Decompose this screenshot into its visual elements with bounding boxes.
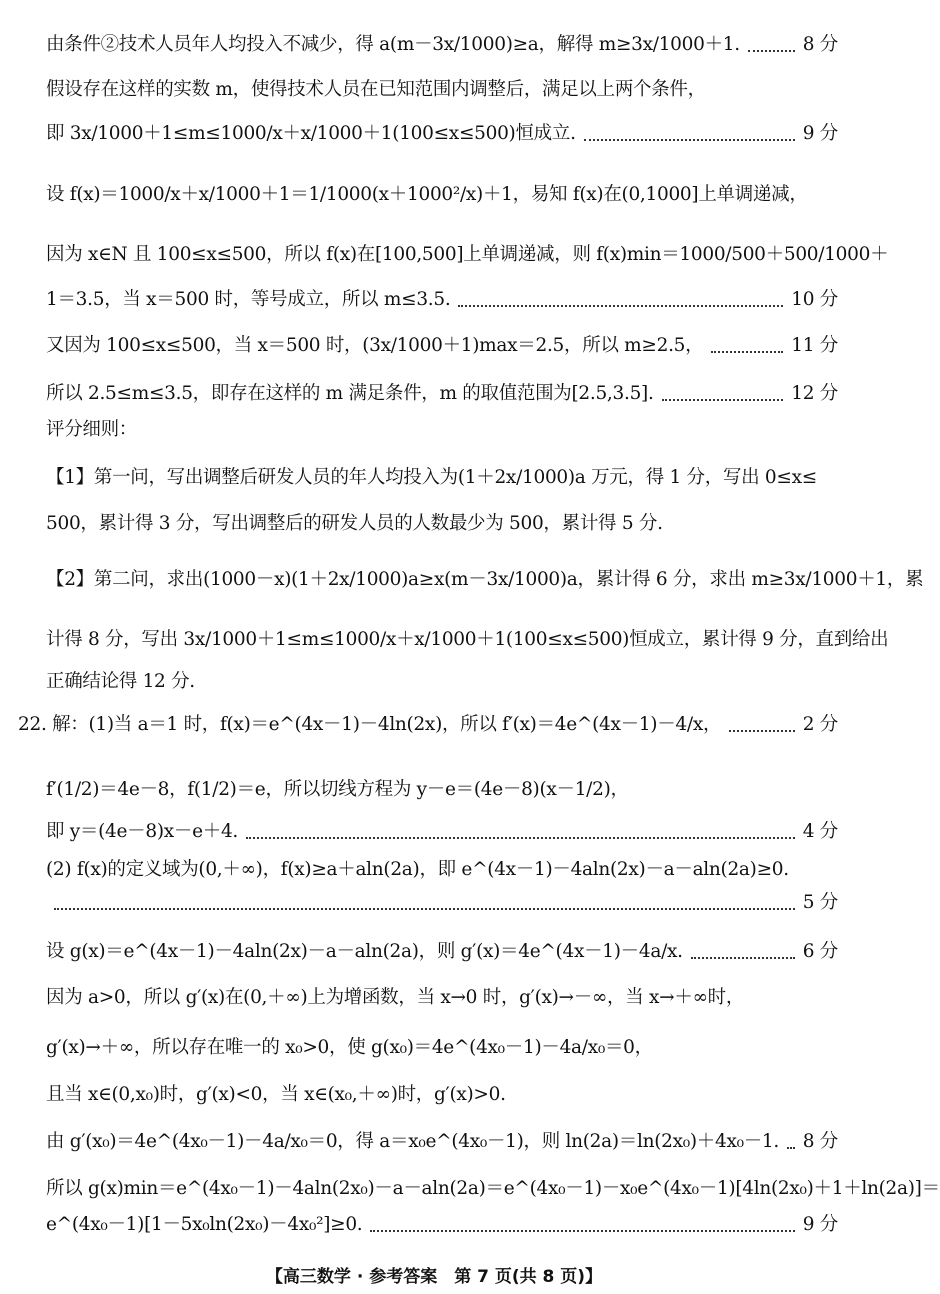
line-text: 正确结论得 12 分.	[46, 671, 195, 692]
line-text: 评分细则：	[46, 419, 138, 440]
score-label: 11 分	[791, 335, 838, 356]
text-line-6	[46, 288, 838, 312]
page-footer: 【高三数学 · 参考答案 第 7 页(共 8 页)】	[265, 1267, 603, 1287]
text-line-2	[46, 78, 838, 102]
line-text: g′(x)→＋∞，所以存在唯一的 x₀>0，使 g(x₀)＝4e^(4x₀－1)－4a/x₀＝0，	[46, 1037, 653, 1058]
text-line-10	[46, 466, 838, 490]
leader-dots	[246, 837, 795, 839]
line-text: 假设存在这样的实数 m，使得技术人员在已知范围内调整后，满足以上两个条件，	[46, 79, 706, 100]
leader-dots	[54, 908, 795, 910]
text-line-4	[46, 183, 838, 207]
score-label: 5 分	[802, 892, 838, 913]
line-text: 计得 8 分，写出 3x/1000＋1≤m≤1000/x＋x/1000＋1(100≤x≤500)恒成立，累计得 9 分，直到给出	[46, 629, 889, 650]
line-text: 【1】第一问，写出调整后研发人员的年人均投入为(1＋2x/1000)a 万元，得 1 分，写出 0≤x≤	[46, 467, 817, 488]
text-line-25	[46, 1177, 940, 1201]
score-label: 10 分	[791, 289, 838, 310]
leader-dots	[584, 139, 795, 141]
score-label: 2 分	[802, 714, 838, 735]
line-text: 【2】第二问，求出(1000－x)(1＋2x/1000)a≥x(m－3x/1000)a，累计得 6 分，求出 m≥3x/1000＋1，累	[46, 569, 924, 590]
line-text: 22. 解：(1)当 a＝1 时，f(x)＝e^(4x－1)－4ln(2x)，所以 f′(x)＝4e^(4x－1)－4/x，	[18, 714, 722, 735]
leader-dots	[370, 1230, 794, 1232]
leader-dots	[748, 50, 795, 52]
leader-dots	[787, 1147, 795, 1149]
score-label: 8 分	[802, 1131, 838, 1152]
text-line-21	[46, 986, 838, 1010]
leader-dots	[729, 730, 795, 732]
line-text: 即 3x/1000＋1≤m≤1000/x＋x/1000＋1(100≤x≤500)恒成立.	[46, 123, 576, 144]
text-line-17	[46, 820, 838, 844]
line-text: 所以 2.5≤m≤3.5，即存在这样的 m 满足条件，m 的取值范围为[2.5,3.5].	[46, 383, 654, 404]
line-text: 由条件②技术人员年人均投入不减少，得 a(m－3x/1000)≥a，解得 m≥3x/1000＋1.	[46, 34, 740, 55]
text-line-20	[46, 940, 838, 964]
text-line-9	[46, 418, 838, 442]
line-text: 由 g′(x₀)＝4e^(4x₀－1)－4a/x₀＝0，得 a＝x₀e^(4x₀－1)，则 ln(2a)＝ln(2x₀)＋4x₀－1.	[46, 1131, 779, 1152]
text-line-13	[46, 628, 889, 652]
line-text: 即 y＝(4e－8)x－e＋4.	[46, 821, 238, 842]
text-line-23	[46, 1083, 838, 1107]
line-text: (2) f(x)的定义域为(0,＋∞)，f(x)≥a＋aln(2a)，即 e^(4x－1)－4aln(2x)－a－aln(2a)≥0.	[46, 859, 789, 880]
line-text: 设 g(x)＝e^(4x－1)－4aln(2x)－a－aln(2a)，则 g′(x)＝4e^(4x－1)－4a/x.	[46, 941, 683, 962]
text-line-22	[46, 1036, 838, 1060]
text-line-7	[46, 334, 838, 358]
text-line-24	[46, 1130, 838, 1154]
line-text: 1＝3.5，当 x＝500 时，等号成立，所以 m≤3.5.	[46, 289, 451, 310]
text-line-12	[46, 568, 924, 592]
score-label: 8 分	[802, 34, 838, 55]
line-text: 且当 x∈(0,x₀)时，g′(x)<0，当 x∈(x₀,＋∞)时，g′(x)>0.	[46, 1084, 506, 1105]
text-line-16	[46, 778, 838, 802]
text-line-18	[46, 858, 838, 882]
line-text: 所以 g(x)min＝e^(4x₀－1)－4aln(2x₀)－a－aln(2a)＝e^(4x₀－1)－x₀e^(4x₀－1)[4ln(2x₀)＋1＋ln(2a)]＝	[46, 1178, 940, 1199]
score-label: 6 分	[802, 941, 838, 962]
score-label: 12 分	[791, 383, 838, 404]
line-text: 因为 x∈N 且 100≤x≤500，所以 f(x)在[100,500]上单调递减，则 f(x)min＝1000/500＋500/1000＋	[46, 244, 889, 265]
leader-dots	[662, 399, 784, 401]
text-line-15	[18, 713, 838, 737]
score-label: 4 分	[802, 821, 838, 842]
leader-dots	[458, 305, 783, 307]
text-line-5	[46, 243, 889, 267]
score-label: 9 分	[802, 123, 838, 144]
text-line-11	[46, 512, 838, 536]
line-text: 500，累计得 3 分，写出调整后的研发人员的人数最少为 500，累计得 5 分.	[46, 513, 663, 534]
text-line-14	[46, 670, 838, 694]
text-line-1	[46, 33, 838, 57]
leader-dots	[711, 351, 783, 353]
text-line-26	[46, 1213, 838, 1237]
leader-dots	[691, 957, 795, 959]
text-line-8	[46, 382, 838, 406]
line-text: e^(4x₀－1)[1－5x₀ln(2x₀)－4x₀²]≥0.	[46, 1214, 363, 1235]
line-text: 又因为 100≤x≤500，当 x＝500 时，(3x/1000＋1)max＝2.5，所以 m≥2.5，	[46, 335, 704, 356]
line-text: f′(1/2)＝4e－8，f(1/2)＝e，所以切线方程为 y－e＝(4e－8)(x－1/2)，	[46, 779, 629, 800]
text-line-19	[46, 891, 838, 915]
line-text: 因为 a>0，所以 g′(x)在(0,＋∞)上为增函数，当 x→0 时，g′(x)→－∞，当 x→＋∞时，	[46, 987, 745, 1008]
score-label: 9 分	[802, 1214, 838, 1235]
text-line-3	[46, 122, 838, 146]
line-text: 设 f(x)＝1000/x＋x/1000＋1＝1/1000(x＋1000²/x)＋1，易知 f(x)在(0,1000]上单调递减，	[46, 184, 808, 205]
